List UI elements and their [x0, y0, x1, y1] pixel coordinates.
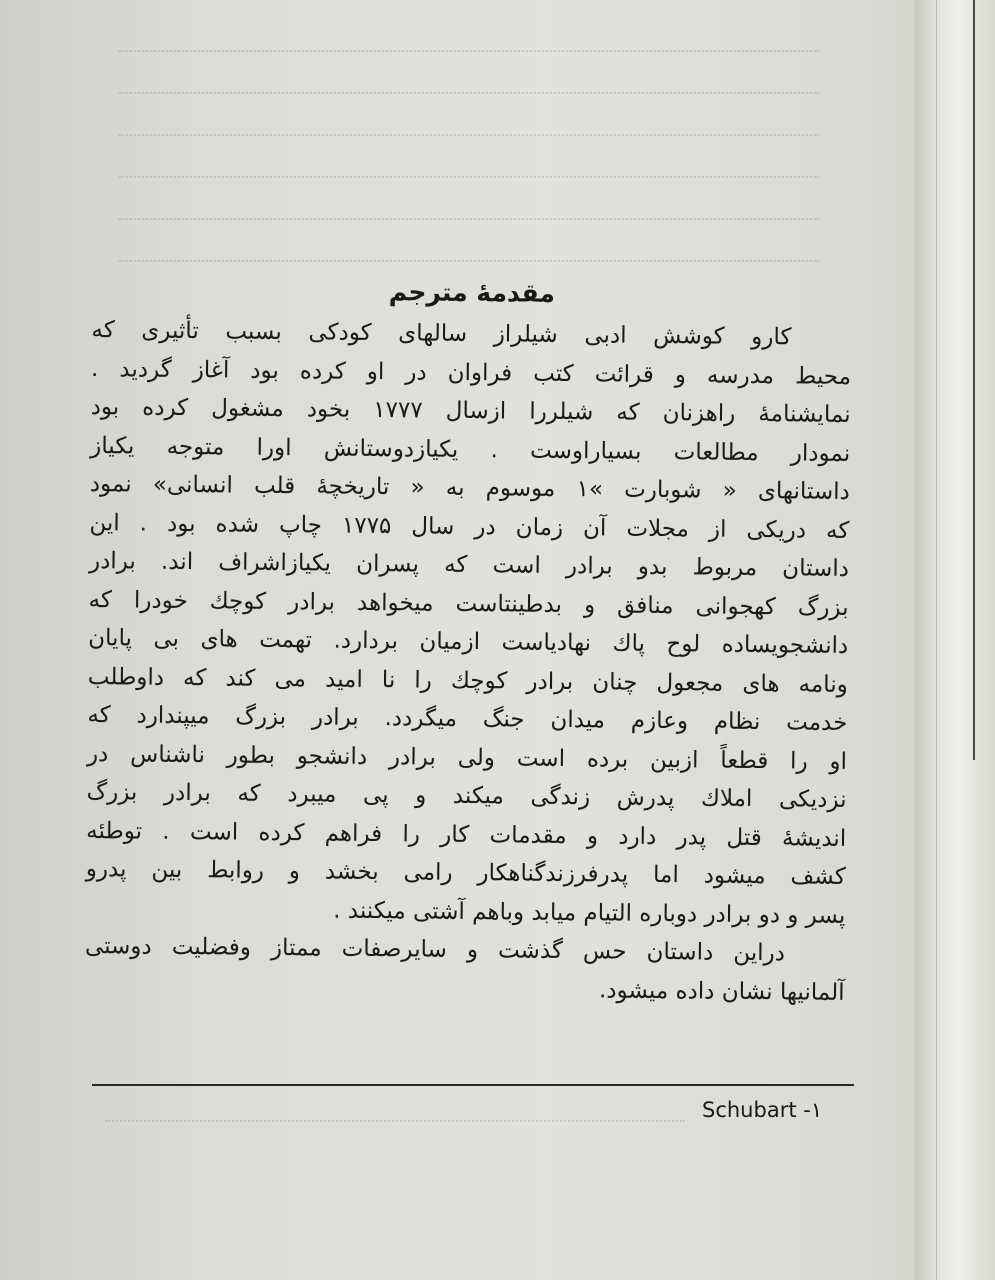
text-line: کارو کوشش ادبی شیلراز سالهای کودکی بسبب تأثیری که	[91, 317, 792, 351]
text-line: نزدیکی املاك پدرش زندگی میکند و پی میبرد که برادر بزرگ	[86, 779, 847, 813]
text-line: اندیشهٔ قتل پدر دارد و مقدمات کار را فراهم کرده است . توطئه	[86, 817, 847, 852]
text-line: خدمت نظام وعازم میدان جنگ میگردد. برادر بزرگ میپندارد که	[87, 702, 848, 736]
page-edge-divider	[936, 0, 937, 1280]
text-line: دراین داستان حس گذشت و سایرصفات ممتاز وفضلیت دوستی	[84, 933, 786, 967]
text-line: آلمانیها نشان داده میشود.	[598, 976, 845, 1006]
text-line: محیط مدرسه و قرائت کتب فراوان در او کرده بود آغاز گردید .	[90, 355, 852, 390]
show-through-text	[120, 10, 820, 260]
main-text	[84, 274, 852, 1012]
show-through-footnote	[105, 1100, 685, 1122]
page-edge	[915, 0, 995, 1280]
text-line: نمایشنامهٔ راهزنان که شیلررا ازسال ۱۷۷۷ بخود مشغول کرده بود	[90, 394, 851, 428]
text-line: او را قطعاً ازبین برده است ولی برادر دانشجو بطور ناشناس در	[86, 740, 848, 775]
text-line: پسر و دو برادر دوباره التیام میابد وباهم آشتی میکنند .	[333, 897, 846, 929]
text-line: داستانهای « شوبارت »۱ موسوم به « تاریخچهٔ قلب انسانی» نمود	[89, 471, 850, 505]
text-line: که دریکی از مجلات آن زمان در سال ۱۷۷۵ چاپ شده بود . این	[89, 509, 850, 544]
page-title: مقدمهٔ مترجم	[388, 277, 556, 308]
text-line: بزرگ کهجوانی منافق و بدطینتاست میخواهد برادر کوچك خودرا که	[88, 586, 849, 621]
text-line: داستان مربوط بدو برادر است که پسران یکیازاشراف اند. برادر	[88, 548, 850, 582]
text-line: دانشجویساده لوح پاك نهادیاست ازمیان بردارد. تهمت های بی پایان	[88, 625, 849, 659]
text-line: نمودار مطالعات بسیاراوست . یکیازدوستانش اورا متوجه یکیاز	[90, 432, 851, 467]
text-line: کشف میشود اما پدرفرزندگناهکار رامی بخشد و روابط بین پدرو	[85, 856, 846, 890]
page-edge-shadow	[973, 0, 975, 760]
footnote: Schubart -۱	[702, 1098, 823, 1122]
text-line: ونامه های مجعول چنان برادر کوچك را نا امید می کند که داوطلب	[87, 663, 848, 698]
footnote-rule	[92, 1084, 854, 1086]
